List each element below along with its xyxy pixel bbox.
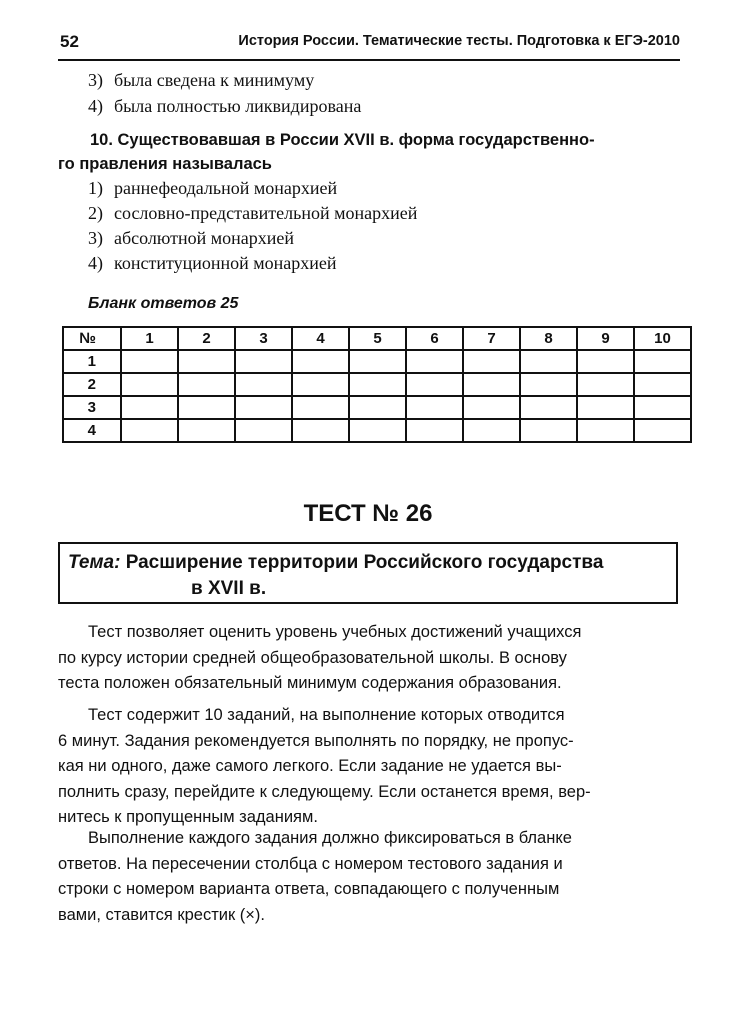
answer-sheet-table	[62, 326, 692, 443]
header-rule	[58, 59, 680, 61]
running-title: История России. Тематические тесты. Подготовка к ЕГЭ-2010	[238, 33, 680, 49]
answer-cell	[463, 350, 520, 373]
row-header: 3	[63, 396, 121, 419]
answer-cell	[349, 419, 406, 442]
answer-cell	[634, 350, 691, 373]
paragraph-1	[58, 620, 680, 697]
answer-cell	[292, 419, 349, 442]
text-line: нитесь к пропущенным заданиям.	[58, 808, 318, 826]
option-text: была полностью ликвидирована	[114, 96, 362, 116]
table-row	[63, 350, 691, 373]
answer-cell	[520, 373, 577, 396]
prev-option-4	[88, 96, 361, 117]
answer-cell	[121, 419, 178, 442]
column-header: 4	[292, 327, 349, 350]
text-line: по курсу истории средней общеобразовательной школы. В основу	[58, 648, 567, 667]
column-header: 10	[634, 327, 691, 350]
answer-cell	[577, 419, 634, 442]
row-header: 2	[63, 373, 121, 396]
column-header: 2	[178, 327, 235, 350]
answer-cell	[634, 373, 691, 396]
running-header	[58, 32, 680, 56]
column-header: 6	[406, 327, 463, 350]
topic-line-1	[68, 550, 603, 576]
answer-cell	[121, 396, 178, 419]
question-10-title	[58, 128, 680, 176]
answer-cell	[463, 396, 520, 419]
answer-cell	[178, 373, 235, 396]
q10-option-1	[88, 178, 337, 199]
answer-cell	[121, 350, 178, 373]
option-text: раннефеодальной монархией	[114, 178, 338, 198]
answer-cell	[520, 419, 577, 442]
text-line: строки с номером варианта ответа, совпадающего с полученным	[58, 880, 560, 898]
answer-cell	[235, 373, 292, 396]
option-number: 3)	[88, 228, 103, 248]
column-header: 5	[349, 327, 406, 350]
text-line: полнить сразу, перейдите к следующему. Если останется время, вер-	[58, 782, 591, 801]
column-header: 8	[520, 327, 577, 350]
answer-cell	[406, 350, 463, 373]
answer-cell	[634, 396, 691, 419]
option-text: абсолютной монархией	[114, 228, 294, 248]
answer-cell	[235, 419, 292, 442]
text-line: вами, ставится крестик (×).	[58, 905, 266, 924]
text-line: Выполнение каждого задания должно фиксироваться в бланке	[88, 829, 572, 847]
topic-line-2: в XVII в.	[191, 578, 267, 599]
answer-cell	[349, 373, 406, 396]
text-line: ответов. На пересечении столбца с номером тестового задания и	[58, 854, 563, 873]
answer-cell	[406, 419, 463, 442]
prev-option-3	[88, 70, 314, 91]
answer-cell	[406, 373, 463, 396]
answer-cell	[178, 396, 235, 419]
text-line: теста положен обязательный минимум содержания образования.	[58, 674, 562, 692]
answer-cell	[292, 396, 349, 419]
answer-cell	[577, 373, 634, 396]
answer-cell	[235, 350, 292, 373]
answer-cell	[463, 373, 520, 396]
q10-option-2	[88, 203, 417, 224]
table-row	[63, 373, 691, 396]
topic-label: Тема:	[68, 552, 121, 573]
row-header: 1	[63, 350, 121, 373]
option-number: 3)	[88, 70, 103, 90]
option-number: 1)	[88, 178, 103, 198]
column-header: 3	[235, 327, 292, 350]
answer-cell	[463, 419, 520, 442]
option-number: 2)	[88, 203, 103, 223]
table-row	[63, 396, 691, 419]
answer-cell	[406, 396, 463, 419]
q10-option-3	[88, 228, 294, 249]
header-corner: №	[63, 327, 121, 350]
answer-cell	[349, 350, 406, 373]
q10-option-4	[88, 253, 337, 274]
column-header: 1	[121, 327, 178, 350]
answer-cell	[349, 396, 406, 419]
text-line: Тест содержит 10 заданий, на выполнение которых отводится	[88, 706, 565, 724]
answer-cell	[235, 396, 292, 419]
answer-cell	[520, 350, 577, 373]
table-row	[63, 419, 691, 442]
paragraph-3	[58, 826, 680, 928]
answer-cell	[121, 373, 178, 396]
row-header: 4	[63, 419, 121, 442]
option-text: сословно-представительной монархией	[114, 203, 418, 223]
answer-cell	[577, 350, 634, 373]
text-line: Тест позволяет оценить уровень учебных достижений учащихся	[88, 623, 582, 641]
option-number: 4)	[88, 96, 103, 116]
test-title: ТЕСТ № 26	[303, 500, 433, 527]
paragraph-2	[58, 703, 680, 831]
answer-cell	[178, 419, 235, 442]
answer-cell	[178, 350, 235, 373]
answer-sheet-label: Бланк ответов 25	[88, 295, 239, 312]
column-header: 7	[463, 327, 520, 350]
text-line: 6 минут. Задания рекомендуется выполнять по порядку, не пропус-	[58, 731, 574, 750]
answer-cell	[292, 350, 349, 373]
page-number: 52	[60, 32, 79, 51]
text-line: кая ни одного, даже самого легкого. Если задание не удается вы-	[58, 757, 562, 775]
question-title-line-1: 10. Существовавшая в России XVII в. форма государственно-	[90, 131, 595, 149]
option-text: конституционной монархией	[114, 253, 337, 273]
answer-cell	[520, 396, 577, 419]
answer-cell	[292, 373, 349, 396]
question-title-line-2: го правления называлась	[58, 155, 272, 173]
answer-cell	[634, 419, 691, 442]
option-text: была сведена к минимуму	[114, 70, 315, 90]
topic-text: Расширение территории Российского государства	[125, 552, 604, 573]
answer-cell	[577, 396, 634, 419]
column-header: 9	[577, 327, 634, 350]
topic-box	[58, 542, 678, 604]
option-number: 4)	[88, 253, 103, 273]
answer-sheet-header-row	[63, 327, 691, 350]
